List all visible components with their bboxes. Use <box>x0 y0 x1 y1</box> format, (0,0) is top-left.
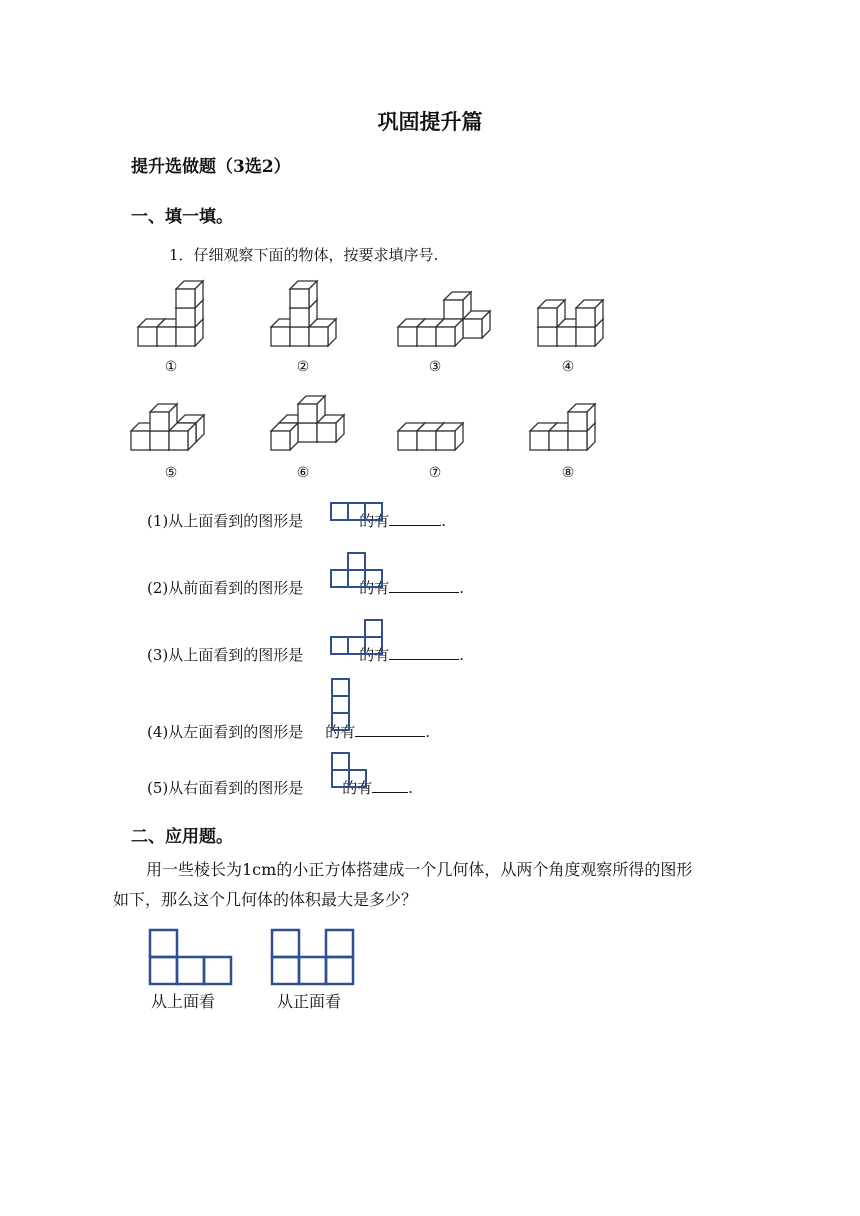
view-shape-5 <box>331 752 369 790</box>
answer-blank-5[interactable] <box>372 778 408 793</box>
page-title: 巩固提升篇 <box>377 109 483 134</box>
item-1-text: (1)从上面看到的图形是 <box>147 512 304 530</box>
item-3-text: (3)从上面看到的图形是 <box>147 646 304 664</box>
cube-face <box>138 327 157 346</box>
front-view-diagram <box>270 928 356 986</box>
figure-label-8: ⑧ <box>561 465 575 481</box>
cube-face <box>298 423 317 442</box>
item-4-text: (4)从左面看到的图形是 <box>147 723 304 741</box>
section1-heading: 一、填一填。 <box>131 207 233 227</box>
cube-face <box>176 308 195 327</box>
item-4-end: . <box>425 723 431 741</box>
cube-face <box>549 431 568 450</box>
cube-face <box>157 327 176 346</box>
cube-face <box>150 431 169 450</box>
answer-blank-3[interactable] <box>389 645 459 660</box>
cube-face <box>271 431 290 450</box>
cube-face <box>169 431 188 450</box>
caption-top-view: 从上面看 <box>151 992 216 1011</box>
cube-face <box>444 300 463 319</box>
item-3-end: . <box>459 646 465 664</box>
item-2-text: (2)从前面看到的图形是 <box>147 579 304 597</box>
cube-face <box>131 431 150 450</box>
answer-blank-1[interactable] <box>389 511 441 526</box>
figure-label-7: ⑦ <box>428 465 442 481</box>
cube-face <box>557 327 576 346</box>
cube-face <box>568 431 587 450</box>
cube-face <box>150 412 169 431</box>
cube-face <box>568 412 587 431</box>
cube-face <box>317 423 336 442</box>
item-5-text: (5)从右面看到的图形是 <box>147 779 304 797</box>
view-shape-3 <box>330 619 384 657</box>
cube-face <box>176 327 195 346</box>
cube-face <box>309 327 328 346</box>
figure-label-4: ④ <box>561 359 575 375</box>
figure-label-1: ① <box>164 359 178 375</box>
item-5-end: . <box>408 779 414 797</box>
figure-label-5: ⑤ <box>164 465 178 481</box>
item-2-end: . <box>459 579 465 597</box>
cube-face <box>290 289 309 308</box>
cube-face <box>576 327 595 346</box>
cube-face <box>398 431 417 450</box>
item-2 <box>147 577 464 598</box>
item-4-post: 的有 <box>325 723 356 741</box>
cube-face <box>290 327 309 346</box>
cube-figures <box>128 278 628 488</box>
view-shape-4 <box>331 678 351 734</box>
item-5 <box>147 777 413 798</box>
item-3-post: 的有 <box>359 646 390 664</box>
cube-face <box>176 289 195 308</box>
cube-face <box>436 327 455 346</box>
answer-blank-2[interactable] <box>389 578 459 593</box>
cube-face <box>436 431 455 450</box>
cube-face <box>290 308 309 327</box>
figure-label-3: ③ <box>428 359 442 375</box>
section2-heading: 二、应用题。 <box>131 827 233 847</box>
cube-face <box>530 431 549 450</box>
caption-front-view: 从正面看 <box>277 992 342 1011</box>
cube-face <box>538 308 557 327</box>
cube-face <box>576 308 595 327</box>
cube-face <box>298 404 317 423</box>
item-3 <box>147 644 464 665</box>
item-2-post: 的有 <box>359 579 390 597</box>
figure-label-2: ② <box>296 359 310 375</box>
cube-face <box>417 327 436 346</box>
subtitle: 提升选做题（3选2） <box>131 157 291 177</box>
item-5-post: 的有 <box>342 779 373 797</box>
item-1 <box>147 510 446 531</box>
problem-line-2: 如下，那么这个几何体的体积最大是多少？ <box>113 890 418 909</box>
figure-label-6: ⑥ <box>296 465 310 481</box>
view-shape-2 <box>330 552 384 590</box>
view-shape-1 <box>330 502 384 522</box>
cube-face <box>463 319 482 338</box>
question-1: 1．仔细观察下面的物体，按要求填序号. <box>169 246 439 264</box>
cube-face <box>417 431 436 450</box>
cube-face <box>538 327 557 346</box>
problem-line-1: 用一些棱长为1cm的小正方体搭建成一个几何体，从两个角度观察所得的图形 <box>146 860 693 879</box>
answer-blank-4[interactable] <box>355 722 425 737</box>
item-1-end: . <box>441 512 447 530</box>
cube-face <box>398 327 417 346</box>
cube-face <box>271 327 290 346</box>
item-1-post: 的有 <box>359 512 390 530</box>
top-view-diagram <box>148 928 234 986</box>
item-4 <box>147 721 430 742</box>
